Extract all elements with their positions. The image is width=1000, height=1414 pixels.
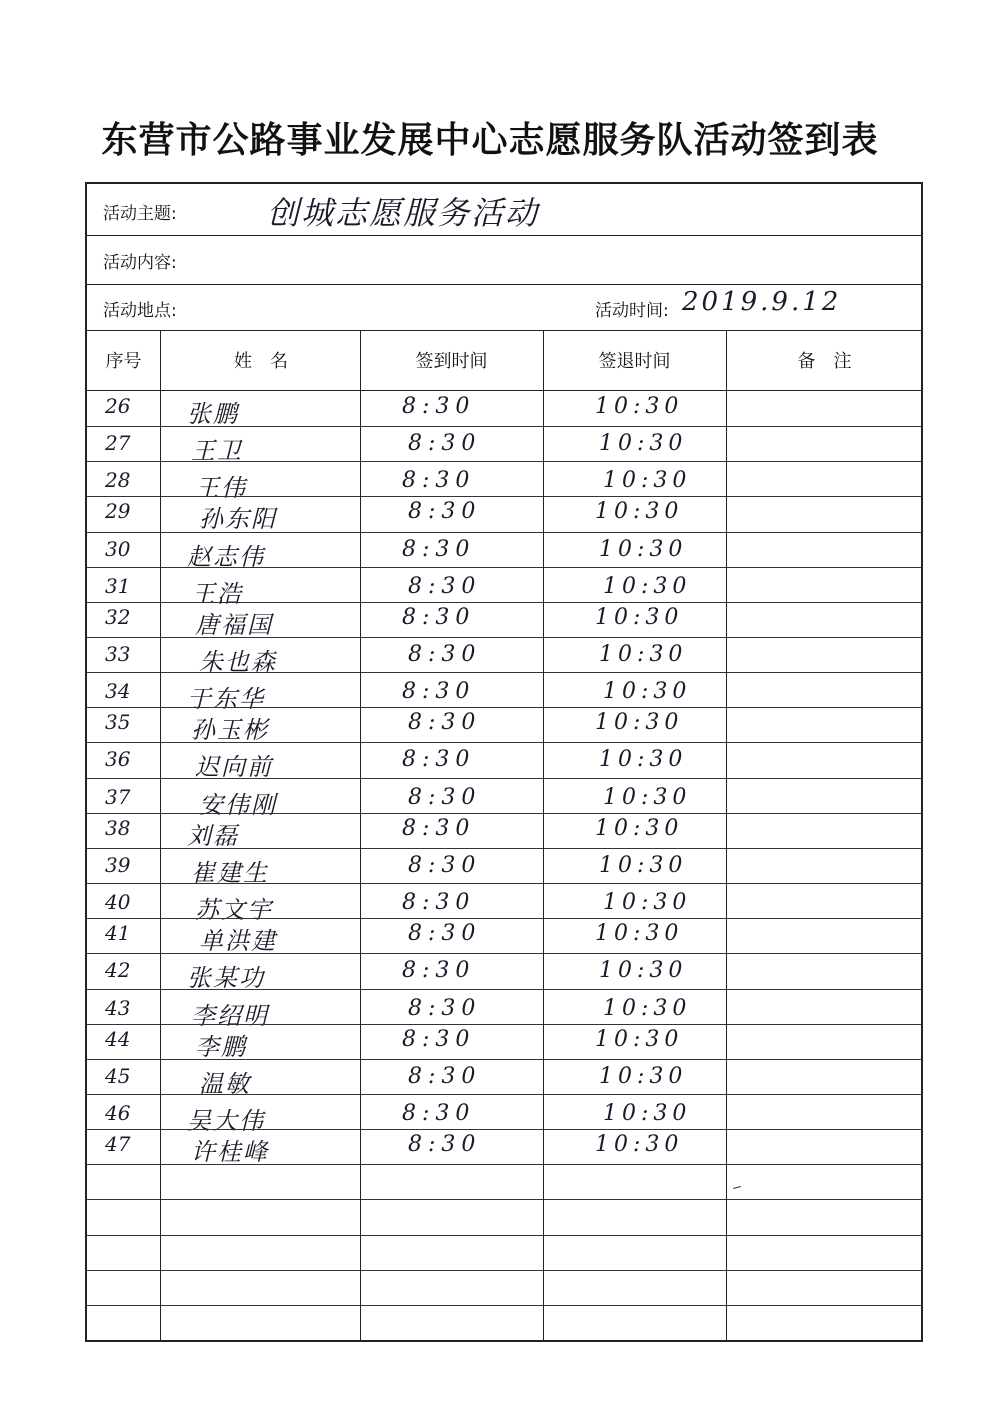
row-signin-time: 8:30 xyxy=(408,573,482,599)
row-seq: 40 xyxy=(105,890,131,915)
row-divider xyxy=(87,778,921,779)
row-name: 于东华 xyxy=(187,685,265,714)
row-signout-time: 10:30 xyxy=(603,784,692,810)
row-divider xyxy=(87,1129,921,1130)
row-signin-time: 8:30 xyxy=(408,710,482,736)
row-signin-time: 8:30 xyxy=(408,431,482,457)
row-divider xyxy=(87,989,921,990)
row-divider xyxy=(87,532,921,533)
row-name: 苏文宇 xyxy=(195,896,273,925)
column-divider xyxy=(543,331,544,1340)
col-signout: 签退时间 xyxy=(598,351,671,372)
row-name: 王浩 xyxy=(191,579,243,608)
row-divider xyxy=(87,1305,921,1306)
row-seq: 47 xyxy=(105,1132,131,1157)
row-signout-time: 10:30 xyxy=(599,431,688,457)
row-seq: 41 xyxy=(105,921,131,946)
row-name: 单洪建 xyxy=(199,927,277,956)
row-divider xyxy=(87,1094,921,1095)
row-divider xyxy=(87,1164,921,1165)
row-seq: 46 xyxy=(105,1100,131,1125)
row-seq: 30 xyxy=(105,536,131,561)
column-header-row xyxy=(87,331,921,391)
row-signout-time: 10:30 xyxy=(603,573,692,599)
row-signin-time: 8:30 xyxy=(402,958,476,984)
row-signin-time: 8:30 xyxy=(402,1026,476,1052)
stray-mark xyxy=(733,1186,741,1189)
row-divider xyxy=(87,672,921,673)
row-seq: 39 xyxy=(105,852,131,877)
row-seq: 31 xyxy=(105,573,131,598)
row-divider xyxy=(87,953,921,954)
row-name: 赵志伟 xyxy=(187,542,265,571)
column-divider xyxy=(160,331,161,1340)
row-signout-time: 10:30 xyxy=(595,921,684,947)
row-seq: 37 xyxy=(105,784,131,809)
row-signout-time: 10:30 xyxy=(603,1100,692,1126)
row-name: 孙玉彬 xyxy=(191,716,269,745)
row-signin-time: 8:30 xyxy=(402,679,476,705)
row-divider xyxy=(87,1235,921,1236)
row-name: 李绍明 xyxy=(191,1001,269,1030)
row-signin-time: 8:30 xyxy=(402,815,476,841)
row-name: 张某功 xyxy=(187,964,265,993)
row-name: 孙东阳 xyxy=(199,505,277,534)
row-signin-time: 8:30 xyxy=(402,604,476,630)
row-seq: 42 xyxy=(105,958,131,983)
row-signout-time: 10:30 xyxy=(603,468,692,494)
content-row xyxy=(87,236,921,285)
row-seq: 33 xyxy=(105,642,131,667)
row-divider xyxy=(87,637,921,638)
row-signout-time: 10:30 xyxy=(599,536,688,562)
row-seq: 38 xyxy=(105,815,131,840)
row-seq: 44 xyxy=(105,1026,131,1051)
theme-row xyxy=(87,184,921,236)
row-seq: 26 xyxy=(105,394,131,418)
theme-label: 活动主题: xyxy=(103,204,177,224)
row-name: 张鹏 xyxy=(187,400,239,428)
row-signout-time: 10:30 xyxy=(599,747,688,773)
row-signin-time: 8:30 xyxy=(408,784,482,810)
row-signin-time: 8:30 xyxy=(402,747,476,773)
row-seq: 36 xyxy=(105,747,131,772)
row-signout-time: 10:30 xyxy=(599,958,688,984)
row-signin-time: 8:30 xyxy=(402,1100,476,1126)
row-divider xyxy=(87,742,921,743)
row-seq: 27 xyxy=(105,431,131,456)
row-name: 温敏 xyxy=(199,1069,251,1098)
row-seq: 32 xyxy=(105,604,131,629)
row-name: 王卫 xyxy=(191,437,243,466)
row-signin-time: 8:30 xyxy=(402,394,476,419)
row-divider xyxy=(87,602,921,603)
row-signout-time: 10:30 xyxy=(595,710,684,736)
row-seq: 29 xyxy=(105,499,131,524)
row-signin-time: 8:30 xyxy=(408,1063,482,1089)
row-signout-time: 10:30 xyxy=(603,995,692,1021)
location-row xyxy=(87,285,921,331)
row-signout-time: 10:30 xyxy=(595,604,684,630)
row-name: 李鹏 xyxy=(195,1032,247,1061)
signin-sheet xyxy=(85,182,923,1342)
time-value: 2019.9.12 xyxy=(682,287,842,317)
row-signin-time: 8:30 xyxy=(408,995,482,1021)
row-name: 许桂峰 xyxy=(191,1138,269,1167)
row-signin-time: 8:30 xyxy=(402,536,476,562)
row-seq: 28 xyxy=(105,468,131,493)
col-name: 姓 名 xyxy=(234,351,288,372)
row-seq: 45 xyxy=(105,1063,131,1088)
row-divider xyxy=(87,813,921,814)
row-signin-time: 8:30 xyxy=(402,890,476,916)
row-signin-time: 8:30 xyxy=(408,499,482,525)
col-remark: 备 注 xyxy=(797,351,852,372)
row-divider xyxy=(87,1024,921,1025)
row-divider xyxy=(87,883,921,884)
page-title: 东营市公路事业发展中心志愿服务队活动签到表 xyxy=(101,119,879,161)
row-divider xyxy=(87,496,921,497)
row-signout-time: 10:30 xyxy=(599,852,688,878)
location-label: 活动地点: xyxy=(103,301,177,321)
content-label: 活动内容: xyxy=(103,253,177,273)
row-signout-time: 10:30 xyxy=(595,815,684,841)
column-divider xyxy=(726,331,727,1340)
row-divider xyxy=(87,567,921,568)
row-signin-time: 8:30 xyxy=(408,642,482,668)
row-name: 刘磊 xyxy=(187,821,239,850)
row-signout-time: 10:30 xyxy=(595,499,684,525)
row-signin-time: 8:30 xyxy=(402,468,476,494)
row-divider xyxy=(87,1270,921,1271)
row-divider xyxy=(87,426,921,427)
col-seq: 序号 xyxy=(105,351,142,372)
row-seq: 43 xyxy=(105,995,131,1020)
row-signout-time: 10:30 xyxy=(595,394,684,419)
row-signin-time: 8:30 xyxy=(408,1132,482,1158)
row-signout-time: 10:30 xyxy=(595,1132,684,1158)
row-seq: 34 xyxy=(105,679,131,704)
row-name: 崔建生 xyxy=(191,858,269,887)
row-name: 安伟刚 xyxy=(199,790,277,819)
row-divider xyxy=(87,461,921,462)
row-name: 朱也森 xyxy=(199,648,277,677)
row-name: 吴大伟 xyxy=(187,1106,265,1135)
row-name: 王伟 xyxy=(195,474,247,503)
row-signout-time: 10:30 xyxy=(603,679,692,705)
row-divider xyxy=(87,1059,921,1060)
col-signin: 签到时间 xyxy=(415,351,488,372)
theme-value: 创城志愿服务活动 xyxy=(267,194,540,232)
row-signin-time: 8:30 xyxy=(408,852,482,878)
row-signout-time: 10:30 xyxy=(599,642,688,668)
row-divider xyxy=(87,1199,921,1200)
time-label: 活动时间: xyxy=(595,301,669,321)
row-signin-time: 8:30 xyxy=(408,921,482,947)
row-signout-time: 10:30 xyxy=(603,890,692,916)
row-name: 迟向前 xyxy=(195,753,273,782)
row-signout-time: 10:30 xyxy=(595,1026,684,1052)
row-divider xyxy=(87,707,921,708)
row-seq: 35 xyxy=(105,710,131,735)
row-divider xyxy=(87,848,921,849)
row-name: 唐福国 xyxy=(195,610,273,639)
row-divider xyxy=(87,918,921,919)
row-signout-time: 10:30 xyxy=(599,1063,688,1089)
column-divider xyxy=(360,331,361,1340)
